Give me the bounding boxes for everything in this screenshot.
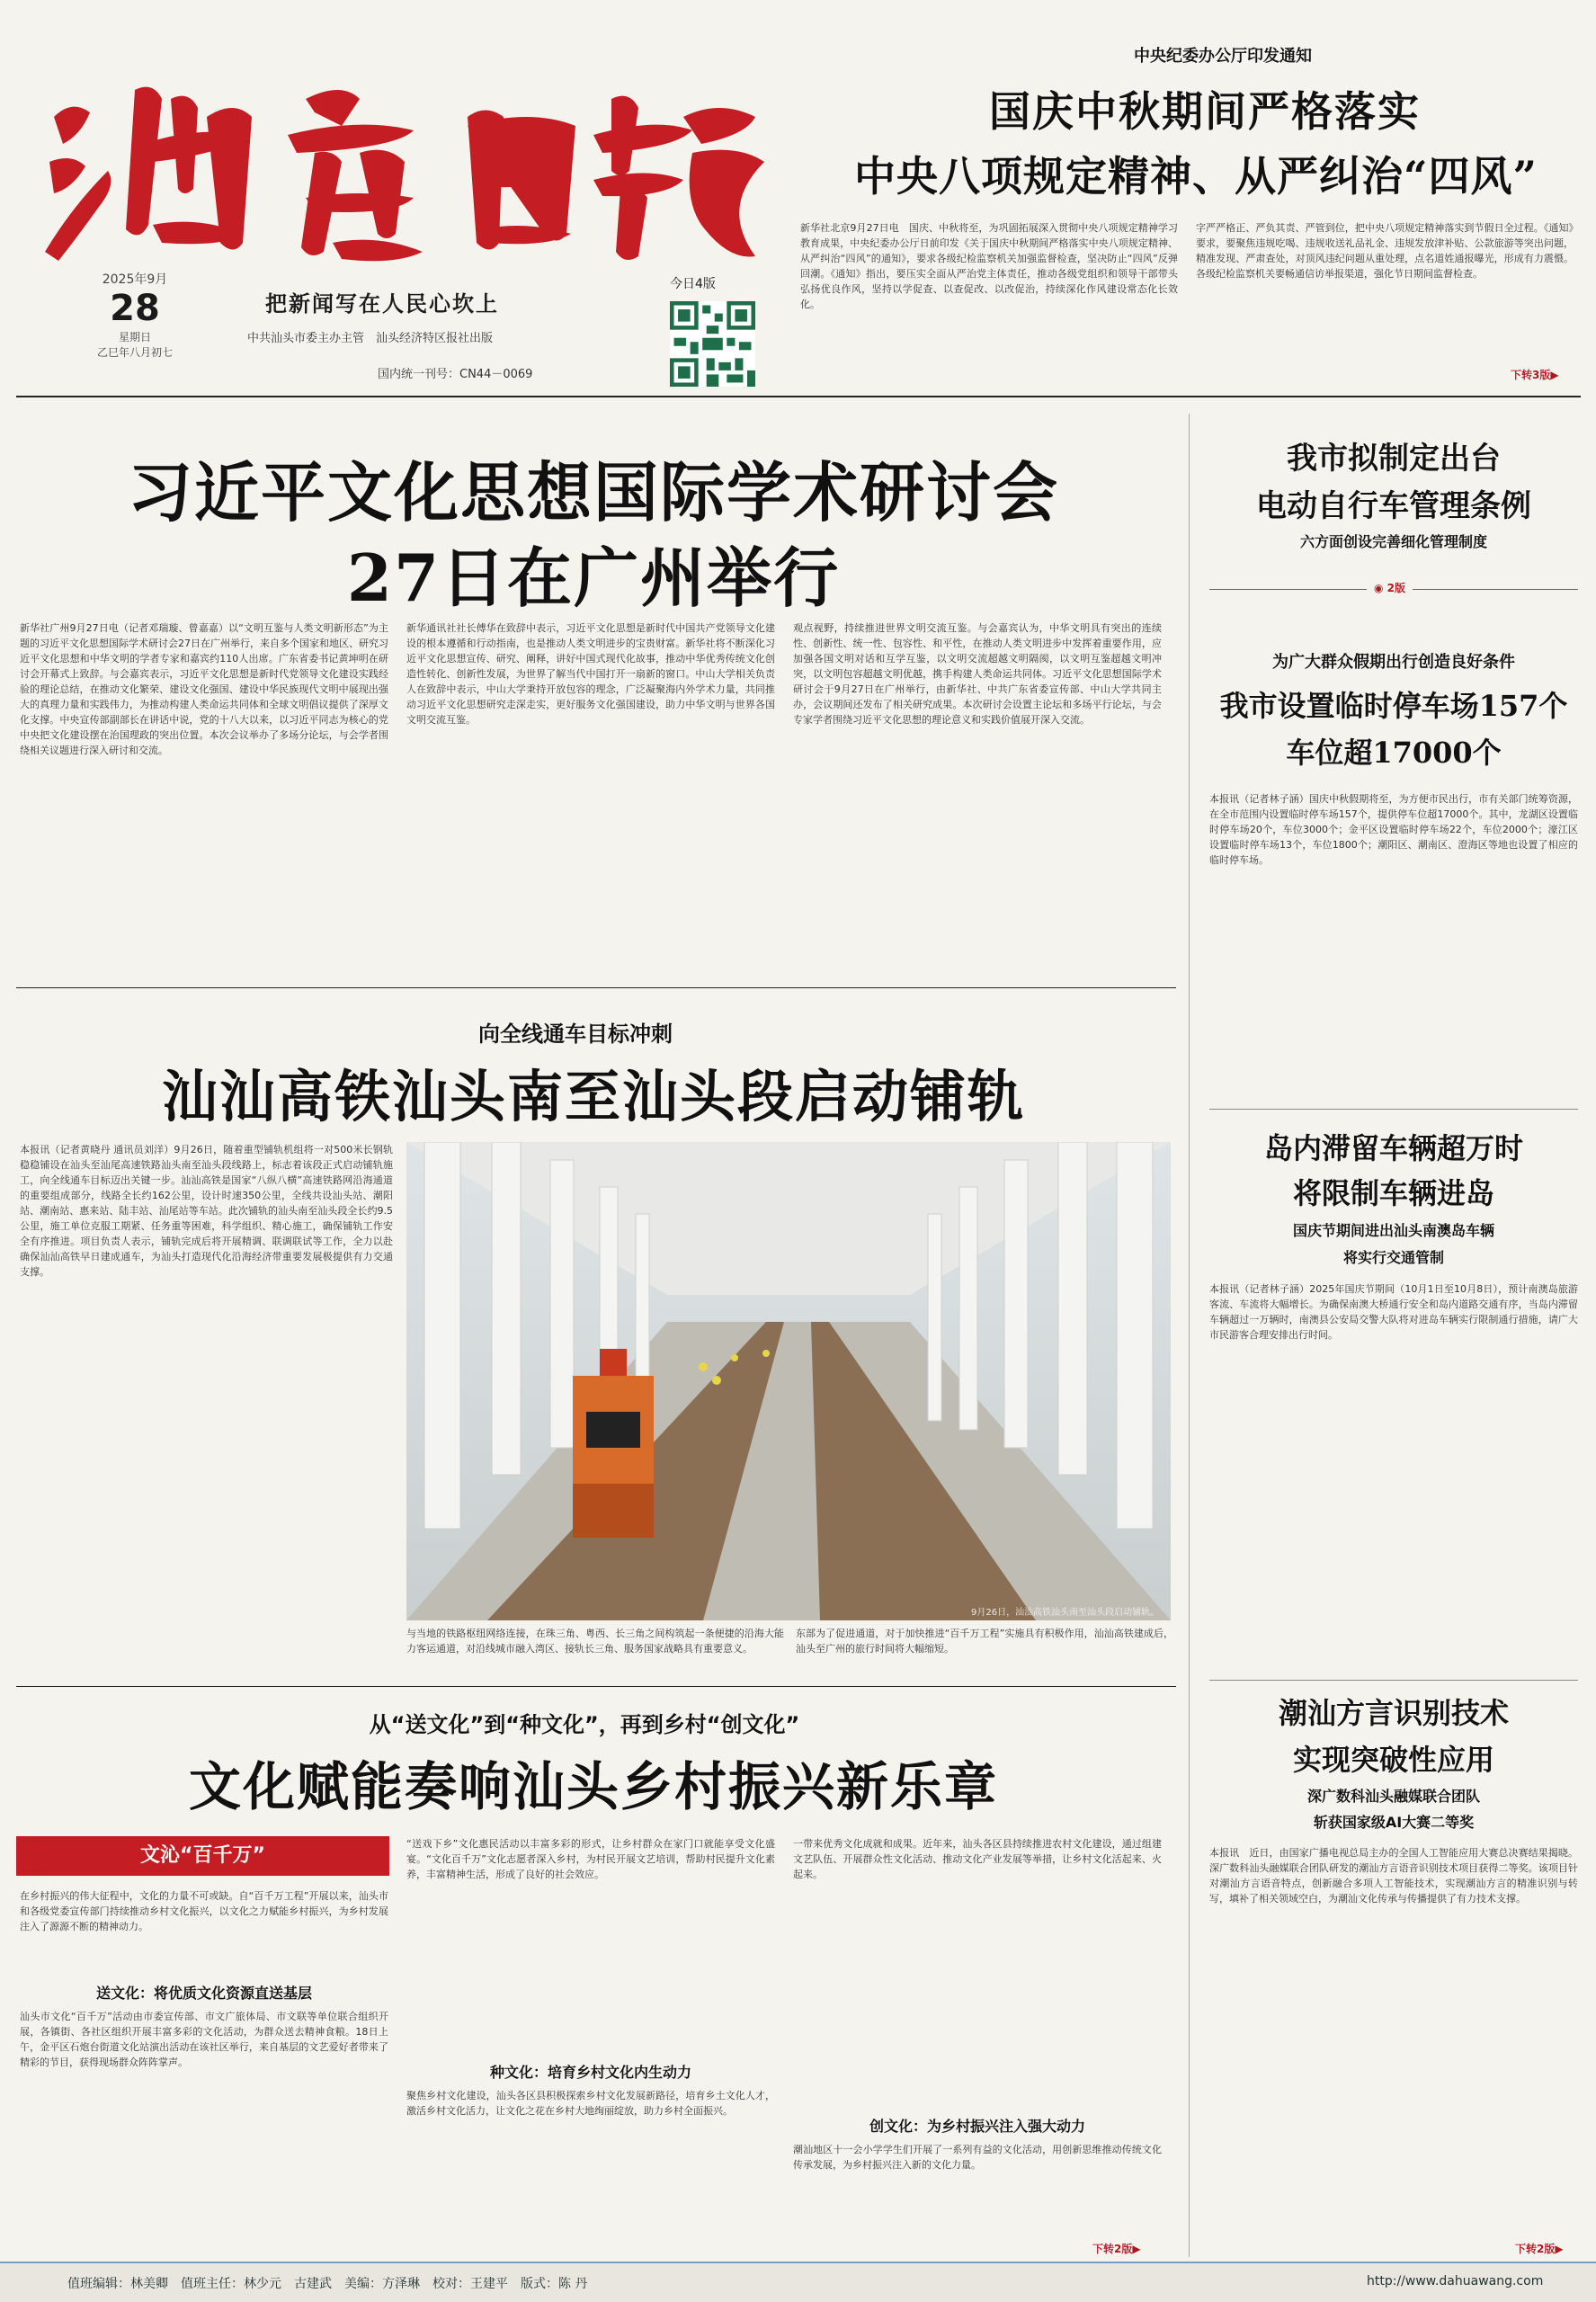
weekday: 星期日: [118, 331, 151, 344]
date-day: 28: [110, 288, 160, 329]
culture-kicker: 从“送文化”到“种文化”，再到乡村“创文化”: [369, 1712, 800, 1737]
date-block: [81, 270, 189, 360]
sidebar-s1-sub: 六方面创设完善细化管理制度: [1299, 533, 1487, 550]
culture-headline: 文化赋能奏响汕头乡村振兴新乐章: [188, 1756, 998, 1817]
culture-sub-3: 创文化：为乡村振兴注入强大动力: [869, 2118, 1085, 2135]
footer-bar: [0, 2262, 1596, 2302]
culture-col-2: “送戏下乡”文化惠民活动以丰富多彩的形式，让乡村群众在家门口就能享受文化盛宴。“文化百千万”文化志愿者深入乡村，为村民开展文艺培训，帮助村民提升文化素养，丰富精神生活，形成了良好的社会效应。: [406, 1838, 775, 1880]
sidebar-s3-head-1: 岛内滞留车辆超万时: [1263, 1131, 1523, 1165]
top-story-kicker: 中央纪委办公厅印发通知: [1134, 47, 1312, 66]
top-story-headline-1: 国庆中秋期间严格落实: [989, 87, 1421, 136]
sidebar-s4-body: 本报讯 近日，由国家广播电视总局主办的全国人工智能应用大赛总决赛结果揭晓。深广数科汕头融媒联合团队研发的潮汕方言语音识别技术项目获得二等奖。该项目针对潮汕方言语音特点，创新融合多项人工智能技术，实现潮汕方言的精准识别与转写，填补了相关领域空白，为潮汕文化传承与传播提供了有力技术支撑。: [1209, 1847, 1578, 1905]
culture-col-3: 一带来优秀文化成就和成果。近年来，汕头各区县持续推进农村文化建设，通过组建文艺队伍、开展群众性文化活动、推动文化产业发展等举措，让乡村文化活起来、火起来。: [793, 1838, 1162, 1880]
masthead-logo: [36, 63, 773, 270]
sidebar-s4-sub-1: 深广数科汕头融媒联合团队: [1306, 1788, 1480, 1805]
lead-column-2: 新华通讯社社长傅华在致辞中表示，习近平文化思想是新时代中国共产党领导文化建设的根本遵循和行动指南，也是推动人类文明进步的宝贵财富。新华社将不断深化习近平文化思想宣传、研究、阐释，讲好中国式现代化故事，推动中华优秀传统文化创造性转化、创新性发展，为世界了解当代中国打开一扇新的窗口。中山大学相关负责人在致辞中表示，中山大学秉持开放包容的理念，广泛凝聚海内外学术力量，共同推动习近平文化思想研究走深走实，更好服务文化强国建设，助力中华文明与世界各国文明交流互鉴。: [406, 622, 775, 726]
culture-continued-link[interactable]: 下转2版▶: [1092, 2243, 1141, 2255]
lead-column-3: 观点视野，持续推进世界文明交流互鉴。与会嘉宾认为，中华文明具有突出的连续性、创新性、统一性、包容性、和平性，在推动人类文明进步中发挥着重要作用，应加强各国文明对话和互学互鉴，以文明交流超越文明隔阂，以文明互鉴超越文明冲突，以文明包容超越文明优越，携手构建人类命运共同体。习近平文化思想国际学术研讨会于9月27日在广州举行，由新华社、中共广东省委宣传部、中山大学共同主办，会议期间还发布了相关研究成果。本次研讨会设置主论坛和多场平行论坛，与会专家学者围绕习近平文化思想的理论意义和实践价值展开深入交流。: [793, 622, 1162, 726]
masthead-rule: [16, 396, 1581, 397]
lead-headline-1: 习近平文化思想国际学术研讨会: [127, 454, 1059, 531]
rail-body-left: 本报讯（记者黄晓丹 通讯员刘洋）9月26日，随着重型铺轨机组将一对500米长钢轨稳稳铺设在汕头至汕尾高速铁路汕头南至汕头段线路上，标志着该段正式启动铺轨施工，向全线通车目标迈出关键一步。汕汕高铁是国家“八纵八横”高速铁路网沿海通道的重要组成部分，线路全长约162公里，设计时速350公里，全线共设汕头站、潮阳站、潮南站、惠来站、陆丰站、汕尾站等车站。此次铺轨的汕头南至汕头段全长约9.5公里，施工单位克服工期紧、任务重等困难，科学组织、精心施工，确保铺轨工作安全有序推进。项目负责人表示，铺轨完成后将开展精调、联调联试等工作，全力以赴确保汕汕高铁早日建成通车，为汕头打造现代化沿海经济带重要发展极提供有力交通支撑。: [20, 1144, 393, 1278]
sidebar-s4-sub-2: 斩获国家级AI大赛二等奖: [1313, 1814, 1475, 1831]
sidebar-s2-body: 本报讯（记者林子涵）国庆中秋假期将至，为方便市民出行，市有关部门统筹资源，在全市范围内设置临时停车场157个，提供停车位超17000个。其中，龙湖区设置临时停车场20个，车位3000个；金平区设置临时停车场22个，车位2000个；濠江区设置临时停车场13个，车位1800个；潮阳区、潮南区、澄海区等地也设置了相应的临时停车场。: [1209, 793, 1578, 866]
culture-section-label: 文沁“百千万”: [16, 1836, 389, 1876]
lunar-date: 乙巳年八月初七: [96, 346, 173, 359]
sidebar-s3-rule: [1209, 1680, 1578, 1681]
top-story-continued-link[interactable]: 下转3版▶: [1511, 369, 1559, 381]
sidebar-s3-sub-2: 将实行交通管制: [1342, 1249, 1444, 1266]
sidebar-s3-body: 本报讯（记者林子涵）2025年国庆节期间（10月1日至10月8日），预计南澳岛旅游客流、车流将大幅增长。为确保南澳大桥通行安全和岛内道路交通有序，当岛内滞留车辆超过一万辆时，南澳县公安局交警大队将对进岛车辆实行限制通行措施，请广大市民游客合理安排出行时间。: [1209, 1283, 1578, 1341]
rail-body-below-2: 东部为了促进通道，对于加快推进“百千万工程”实施具有积极作用，汕汕高铁建成后，汕头至广州的旅行时间将大幅缩短。: [796, 1628, 1173, 1655]
date-year-month: 2025年9月: [102, 272, 168, 287]
sidebar-s4-head-1: 潮汕方言识别技术: [1278, 1696, 1509, 1730]
slogan: 把新闻写在人民心坎上: [265, 290, 499, 317]
lead-headline-2: 27日在广州举行: [346, 540, 841, 616]
sidebar-s2-kicker: 为广大群众假期出行创造良好条件: [1272, 653, 1515, 672]
sidebar-s1-head-2: 电动自行车管理条例: [1256, 488, 1531, 524]
rail-rule: [16, 1686, 1176, 1687]
footer-website-link[interactable]: http://www.dahuawang.com: [1367, 2274, 1544, 2289]
sidebar-s2-head-2: 车位超17000个: [1286, 736, 1502, 770]
culture-col-1: 在乡村振兴的伟大征程中，文化的力量不可或缺。自“百千万工程”开展以来，汕头市和各级党委宣传部门持续推动乡村文化振兴，以文化之力赋能乡村振兴，为乡村发展注入了源源不断的精神动力。: [20, 1890, 388, 1932]
culture-col-1b: 汕头市文化“百千万”活动由市委宣传部、市文广旅体局、市文联等单位联合组织开展，各镇街、各社区组织开展丰富多彩的文化活动，为群众送去精神食粮。18日上午，金平区石炮台街道文化站演出活动在该社区举行，来自基层的文艺爱好者带来了精彩的节目，获得现场群众阵阵掌声。: [20, 2011, 388, 2068]
sidebar-divider: [1189, 414, 1190, 2257]
top-story-body-1: 新华社北京9月27日电 国庆、中秋将至，为巩固拓展深入贯彻中央八项规定精神学习教育成果，中央纪委办公厅日前印发《关于国庆中秋期间严格落实中央八项规定精神、从严纠治“四风”的通知》，要求各级纪检监察机关加强监督检查，坚决防止“四风”反弹回潮。《通知》指出，要压实全面从严治党主体责任，推动各级党组织和领导干部带头弘扬优良作风，坚持以学促查、以查促改、以改促治，持续深化作风建设常态化长效化。: [800, 222, 1178, 310]
top-story-headline-2: 中央八项规定精神、从严纠治“四风”: [854, 152, 1538, 201]
sidebar-s3-head-2: 将限制车辆进岛: [1292, 1176, 1494, 1210]
qr-label: 今日4版: [670, 277, 716, 291]
sidebar-s2-rule: [1209, 1109, 1578, 1110]
sidebar-s1-head-1: 我市拟制定出台: [1287, 441, 1501, 477]
sidebar-s1-link-text: 2版: [1386, 582, 1406, 594]
culture-sub-2: 种文化：培育乡村文化内生动力: [489, 2064, 691, 2081]
culture-sub-1: 送文化：将优质文化资源直送基层: [95, 1985, 312, 2002]
sidebar-s1-link[interactable]: [1367, 580, 1413, 595]
culture-col-3b: 潮汕地区十一会小学学生们开展了一系列有益的文化活动，用创新思维推动传统文化传承发展，为乡村振兴注入新的文化力量。: [793, 2144, 1162, 2171]
sidebar-s3-sub-1: 国庆节期间进出汕头南澳岛车辆: [1292, 1222, 1494, 1239]
publisher: 中共汕头市委主办主管 汕头经济特区报社出版: [247, 332, 494, 345]
sidebar-s4-head-2: 实现突破性应用: [1292, 1743, 1494, 1777]
culture-col-2b: 聚焦乡村文化建设，汕头各区县积极探索乡村文化发展新路径，培育乡土文化人才，激活乡村文化活力，让文化之花在乡村大地绚丽绽放，助力乡村全面振兴。: [406, 2090, 775, 2117]
rail-photo: [406, 1142, 1171, 1620]
cn-number: 国内统一刊号：CN44－0069: [378, 368, 533, 381]
rail-headline: 汕汕高铁汕头南至汕头段启动铺轨: [161, 1064, 1025, 1129]
rail-body-below-1: 与当地的铁路枢纽网络连接，在珠三角、粤西、长三角之间构筑起一条便捷的沿海大能力客运通道，对沿线城市融入湾区、接轨长三角、服务国家战略具有重要意义。: [406, 1628, 784, 1655]
photo-caption: 9月26日，汕汕高铁汕头南至汕头段启动铺轨。: [971, 1608, 1160, 1618]
sidebar-s4-continued-link[interactable]: 下转2版▶: [1515, 2243, 1564, 2255]
lead-column-1: 新华社广州9月27日电（记者邓瑞璇、曾嘉嘉）以“文明互鉴与人类文明新形态”为主题的习近平文化思想国际学术研讨会27日在广州举行，来自多个国家和地区、研究习近平文化思想和中华文明的学者专家和嘉宾约110人出席。广东省委书记黄坤明在研讨会开幕式上致辞。与会嘉宾表示，习近平文化思想是新时代党领导文化建设实践经验的理论总结，在推动文化繁荣、建设文化强国、建设中华民族现代文明中展现出强大的真理力量和实践伟力，为推动构建人类命运共同体和全球文明倡议提供了深厚文化支撑。中央宣传部副部长在讲话中说，党的十八大以来，以习近平同志为核心的党中央把文化建设摆在治国理政的突出位置。本次会议举办了多场分论坛，与会学者围绕相关议题进行深入研讨和交流。: [20, 622, 388, 756]
footer-credits: 值班编辑：林美卿 值班主任：林少元 古建武 美编：方泽琳 校对：王建平 版式：陈 丹: [67, 2277, 588, 2291]
top-story-body-2: 字严严格正、严负其责、严管到位，把中央八项规定精神落实到节假日全过程。《通知》要求，要聚焦违规吃喝、违规收送礼品礼金、违规发放津补贴、公款旅游等突出问题，精准发现、严肃查处，对顶风违纪问题从重处理，点名道姓通报曝光，形成有力震慑。各级纪检监察机关要畅通信访举报渠道，强化节日期间监督检查。: [1196, 222, 1574, 280]
page-pointer-icon: ◉: [1374, 582, 1387, 594]
qr-code-icon[interactable]: [670, 301, 755, 387]
sidebar-s2-head-1: 我市设置临时停车场157个: [1219, 689, 1568, 723]
lead-rule: [16, 987, 1176, 988]
rail-kicker: 向全线通车目标冲刺: [478, 1022, 673, 1047]
